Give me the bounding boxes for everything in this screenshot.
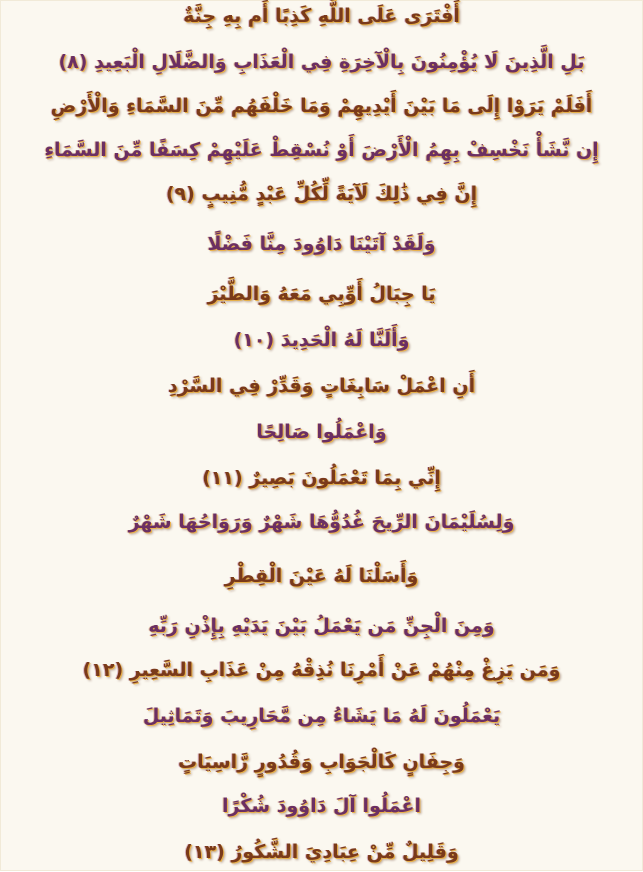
verse-line: وَقَلِيلٌ مِّنْ عِبَادِيَ الشَّكُورُ (١٣) [184, 841, 459, 863]
verse-line: وَأَسَلْنَا لَهُ عَيْنَ الْقِطْرِ [224, 565, 419, 587]
verse-line: وَمَن يَزِغْ مِنْهُمْ عَنْ أَمْرِنَا نُذِقْهُ مِنْ عَذَابِ السَّعِيرِ (١٢) [82, 659, 561, 681]
verse-line: إِن نَّشَأْ نَخْسِفْ بِهِمُ الْأَرْضَ أَوْ نُسْقِطْ عَلَيْهِمْ كِسَفًا مِّنَ السَّمَاءِ [44, 139, 599, 161]
verse-line: أَفْتَرَى عَلَى اللَّهِ كَذِبًا أَم بِهِ جِنَّةٌ [183, 5, 460, 27]
verse-line: يَعْمَلُونَ لَهُ مَا يَشَاءُ مِن مَّحَارِيبَ وَتَمَاثِيلَ [142, 705, 501, 727]
verse-line: يَا جِبَالُ أَوِّبِي مَعَهُ وَالطَّيْرَ [207, 283, 436, 305]
verse-line: وَمِنَ الْجِنِّ مَن يَعْمَلُ بَيْنَ يَدَيْهِ بِإِذْنِ رَبِّهِ [148, 615, 495, 637]
verse-line: أَنِ اعْمَلْ سَابِغَاتٍ وَقَدِّرْ فِي السَّرْدِ [167, 375, 476, 397]
verse-line: أَفَلَمْ يَرَوْا إِلَى مَا بَيْنَ أَيْدِيهِمْ وَمَا خَلْفَهُم مِّنَ السَّمَاءِ وَالْأَرْضِ [50, 95, 593, 117]
verse-line: وَجِفَانٍ كَالْجَوَابِ وَقُدُورٍ رَّاسِيَاتٍ [178, 751, 465, 773]
verse-line: وَاعْمَلُوا صَالِحًا [256, 421, 387, 443]
verse-line: وَلِسُلَيْمَانَ الرِّيحَ غُدُوُّهَا شَهْرٌ وَرَوَاحُهَا شَهْرٌ [128, 511, 515, 533]
verse-line: اعْمَلُوا آلَ دَاوُودَ شُكْرًا [222, 795, 421, 817]
verse-line: وَأَلَنَّا لَهُ الْحَدِيدَ (١٠) [233, 329, 410, 351]
verse-line: إِنَّ فِي ذَٰلِكَ لَآيَةً لِّكُلِّ عَبْدٍ مُّنِيبٍ (٩) [165, 183, 478, 205]
verse-line: وَلَقَدْ آتَيْنَا دَاوُودَ مِنَّا فَضْلًا [207, 233, 436, 255]
verse-line: إِنِّي بِمَا تَعْمَلُونَ بَصِيرٌ (١١) [202, 467, 441, 489]
verse-line: بَلِ الَّذِينَ لَا يُؤْمِنُونَ بِالْآخِرَةِ فِي الْعَذَابِ وَالضَّلَالِ الْبَعِيدِ (٨) [58, 51, 585, 73]
